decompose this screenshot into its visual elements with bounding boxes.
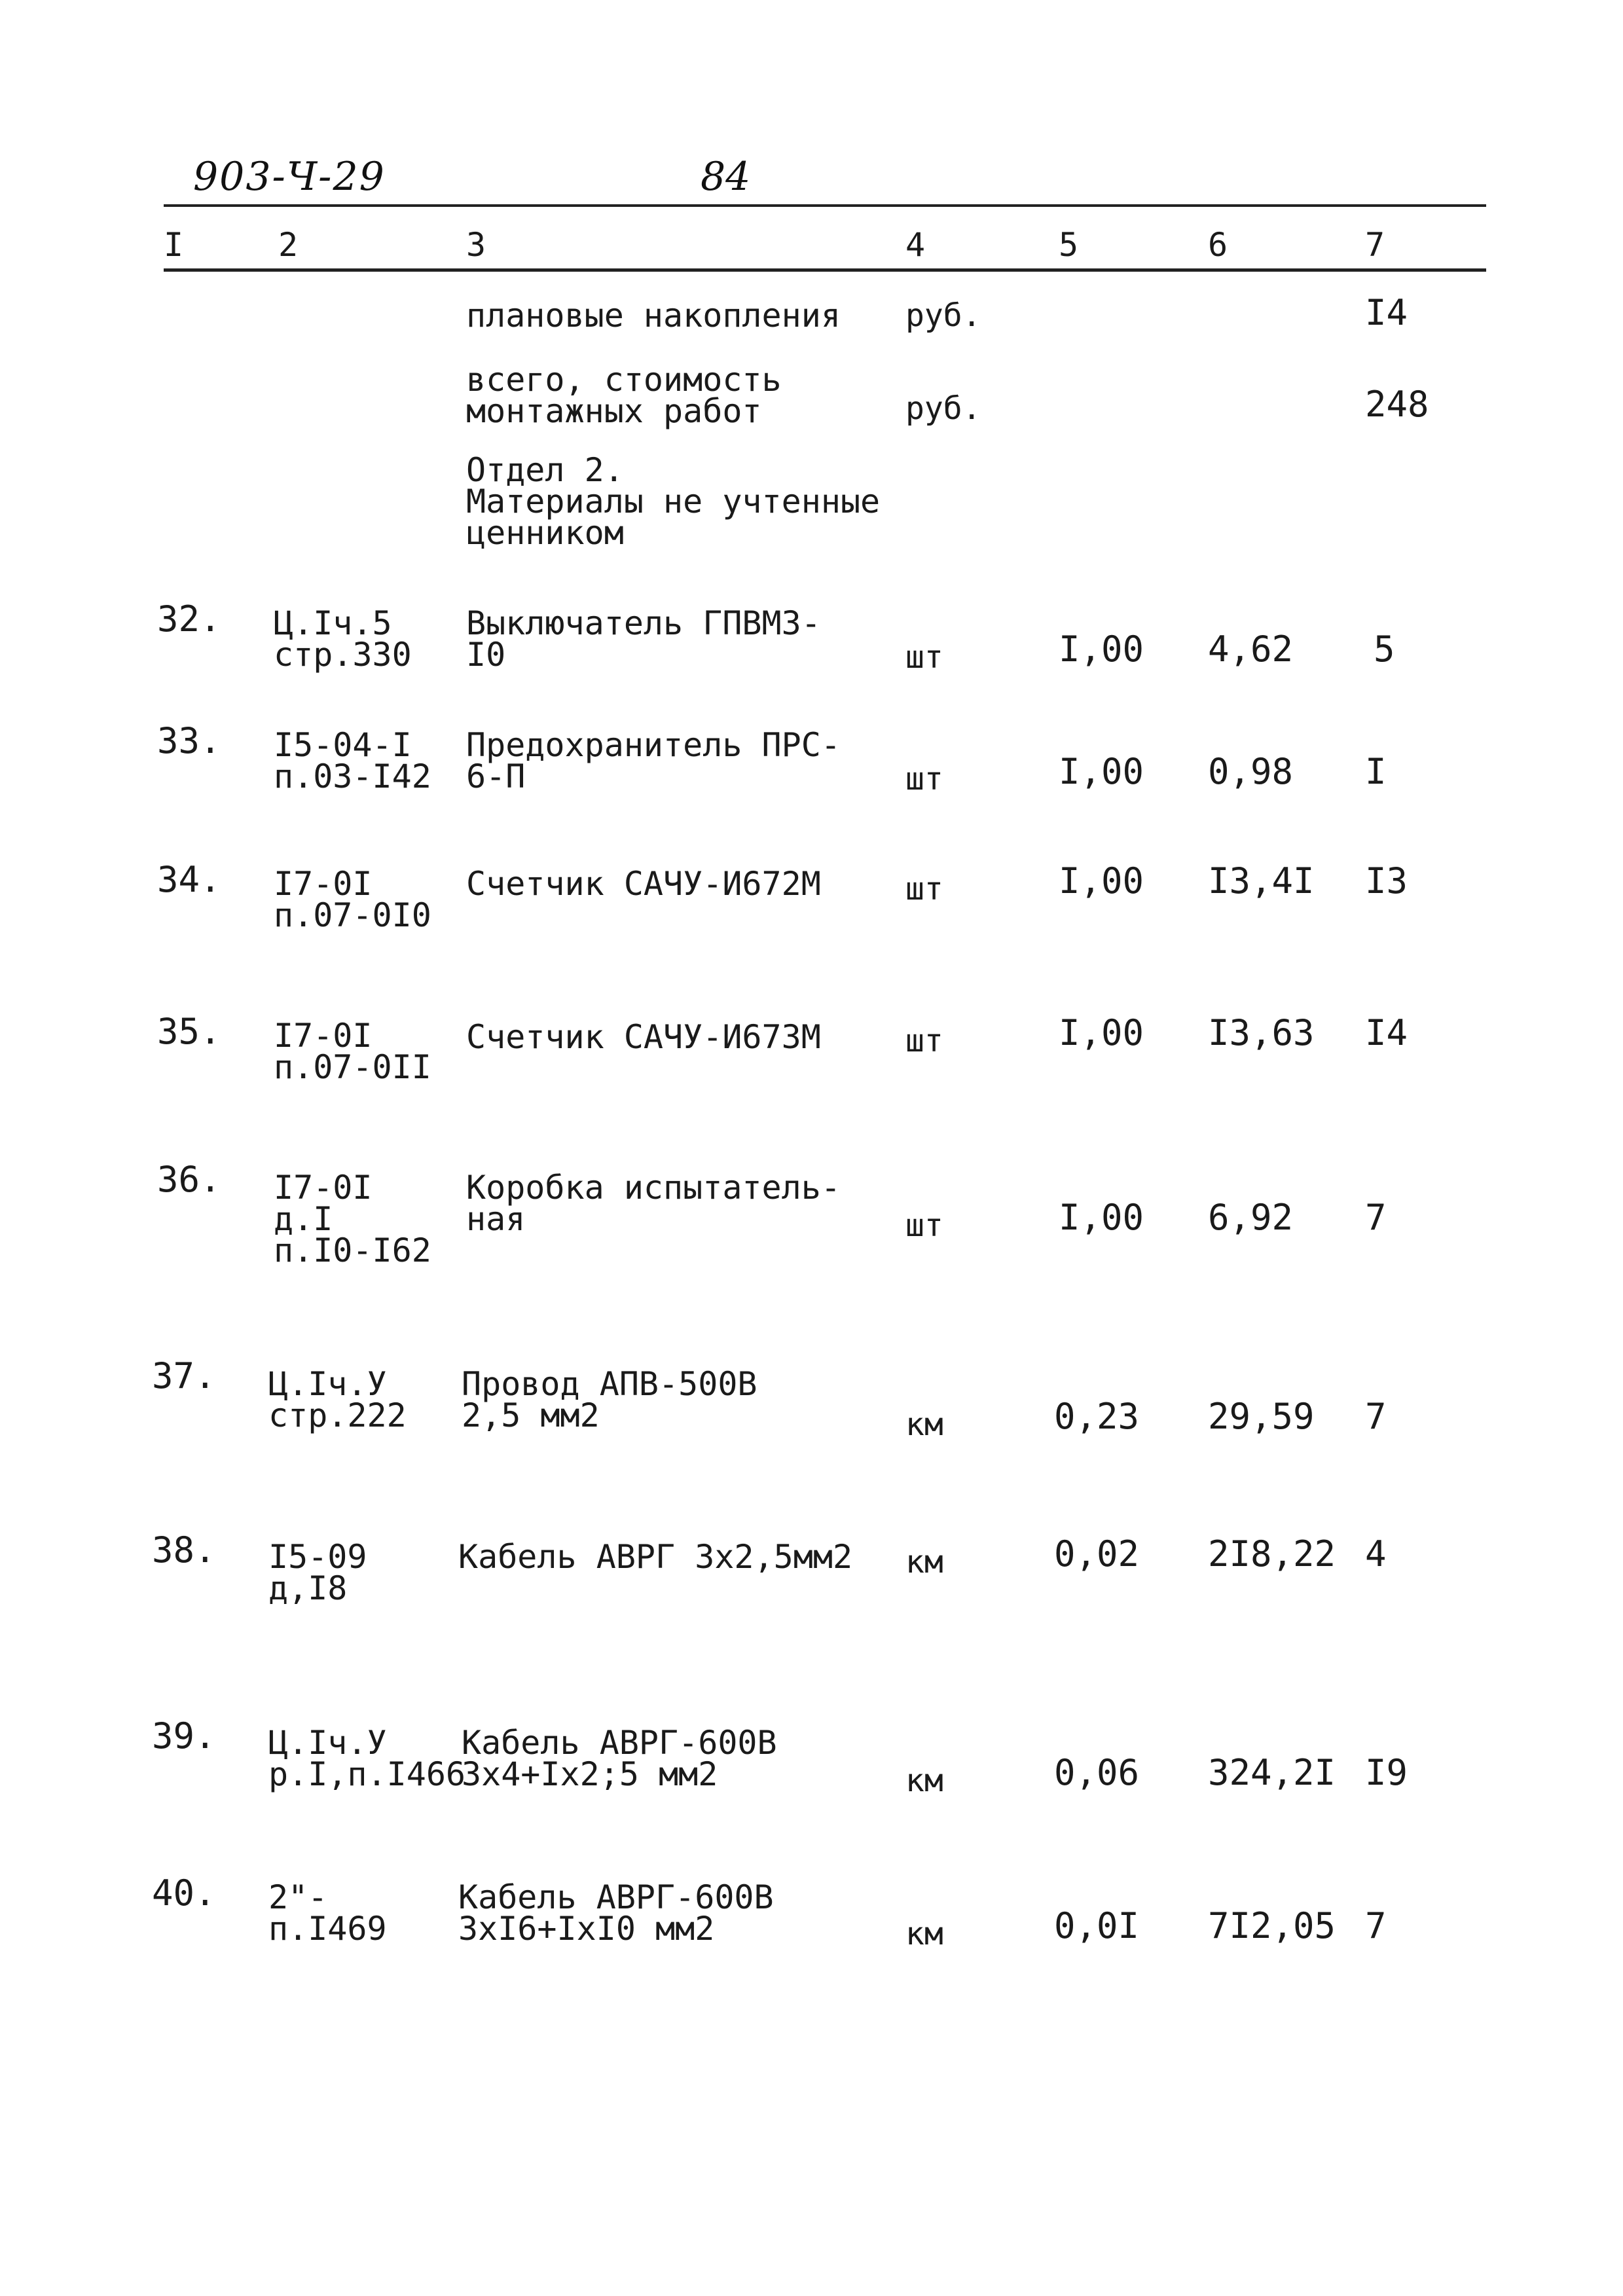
row-number: 33. [157,720,221,761]
row-name: Кабель АВРГ-600В 3х4+Iх2;5 мм2 [462,1724,777,1793]
column-header-1: I [164,226,184,264]
row-qty: I,00 [1059,751,1144,792]
row-total: 5 [1374,629,1395,670]
row-code: Ц.Iч.У стр.222 [268,1365,407,1434]
top-rule [164,204,1486,207]
row-qty: I,00 [1059,860,1144,902]
row-qty: 0,23 [1054,1396,1140,1437]
column-header-6: 6 [1208,226,1228,264]
page-number: 84 [701,154,751,200]
row-name: Коробка испытатель- ная [466,1169,841,1238]
column-header-2: 2 [278,226,299,264]
row-code: I7-0I д.I п.I0-I62 [274,1169,431,1269]
row-unit: шт [905,1023,943,1059]
header-rule [164,268,1486,272]
row-qty: 0,06 [1054,1752,1140,1793]
row-code: I5-09 д,I8 [268,1538,367,1607]
row-price: I3,63 [1208,1012,1315,1053]
row-unit: км [905,1544,943,1580]
summary-total: 248 [1365,384,1429,425]
document-code: 903-Ч-29 [193,154,386,200]
row-code: I5-04-I п.03-I42 [274,726,431,795]
row-unit: шт [905,639,943,676]
summary-unit: руб. [905,390,981,427]
row-number: 40. [152,1872,216,1914]
row-price: 0,98 [1208,751,1294,792]
row-total: 4 [1365,1533,1387,1575]
row-code: Ц.Iч.5 стр.330 [274,604,412,674]
row-number: 36. [157,1159,221,1200]
row-name: Выключатель ГПВМЗ- I0 [466,604,821,674]
row-total: 7 [1365,1905,1387,1946]
row-unit: шт [905,1207,943,1244]
row-name: Кабель АВРГ-600В 3хI6+IхI0 мм2 [458,1878,774,1948]
row-price: 6,92 [1208,1197,1294,1238]
row-code: Ц.Iч.У р.I,п.I466 [268,1724,466,1793]
row-code: 2"- п.I469 [268,1878,387,1948]
row-total: I [1365,751,1387,792]
row-qty: 0,02 [1054,1533,1140,1575]
row-unit: шт [905,761,943,797]
row-price: 2I8,22 [1208,1533,1336,1575]
row-total: I3 [1365,860,1408,902]
column-header-5: 5 [1059,226,1079,264]
summary-total: I4 [1365,292,1408,333]
row-number: 35. [157,1011,221,1052]
row-qty: I,00 [1059,1012,1144,1053]
row-name: Счетчик САЧУ-И672М [466,865,821,903]
row-price: 4,62 [1208,629,1294,670]
row-unit: шт [905,871,943,907]
row-number: 34. [157,859,221,900]
row-qty: 0,0I [1054,1905,1140,1946]
row-total: I4 [1365,1012,1408,1053]
row-total: 7 [1365,1396,1387,1437]
row-unit: км [905,1406,943,1443]
row-number: 38. [152,1529,216,1571]
row-unit: км [905,1916,943,1952]
summary-name: плановые накопления [466,297,841,335]
row-number: 39. [152,1715,216,1757]
summary-unit: руб. [905,297,981,334]
row-number: 32. [157,598,221,640]
row-name: Провод АПВ-500В 2,5 мм2 [462,1365,757,1434]
row-name: Кабель АВРГ 3х2,5мм2 [458,1538,853,1576]
column-header-3: 3 [466,226,486,264]
column-header-7: 7 [1365,226,1385,264]
section-title: Отдел 2. Материалы не учтенные ценником [466,451,881,552]
row-name: Счетчик САЧУ-И673М [466,1018,821,1056]
row-unit: км [905,1762,943,1799]
row-total: I9 [1365,1752,1408,1793]
row-qty: I,00 [1059,1197,1144,1238]
row-code: I7-0I п.07-0I0 [274,865,431,934]
row-price: 29,59 [1208,1396,1315,1437]
summary-name: всего, стоимость монтажных работ [466,361,782,430]
row-price: 324,2I [1208,1752,1336,1793]
row-number: 37. [152,1355,216,1396]
row-price: 7I2,05 [1208,1905,1336,1946]
column-header-4: 4 [905,226,926,264]
row-price: I3,4I [1208,860,1315,902]
row-code: I7-0I п.07-0II [274,1017,431,1086]
row-qty: I,00 [1059,629,1144,670]
row-name: Предохранитель ПРС- 6-П [466,726,841,795]
row-total: 7 [1365,1197,1387,1238]
